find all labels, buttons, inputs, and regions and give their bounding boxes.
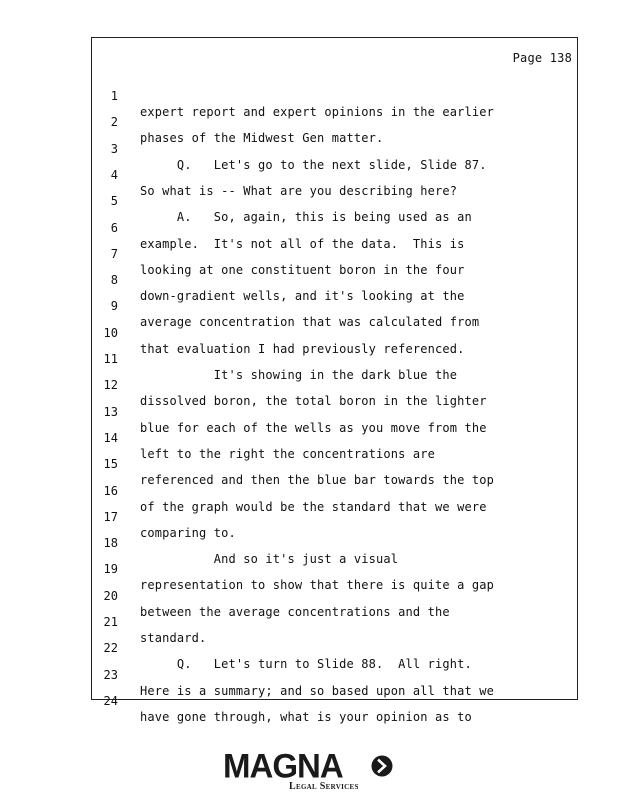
line-number: 1	[110, 89, 118, 103]
line-text: down-gradient wells, and it's looking at the	[140, 289, 465, 304]
line-number: 18	[103, 536, 118, 551]
line-number: 5	[110, 194, 118, 209]
line-text: of the graph would be the standard that we were	[140, 499, 487, 514]
line-text: So what is -- What are you describing here?	[140, 183, 458, 198]
line-text: Q. Let's go to the next slide, Slide 87.	[140, 157, 487, 172]
line-number: 15	[103, 457, 118, 472]
line-number: 13	[103, 404, 118, 419]
line-text: Q. Let's turn to Slide 88. All right.	[140, 657, 472, 672]
line-text: left to the right the concentrations are	[140, 446, 435, 461]
line-text: standard.	[140, 631, 207, 645]
line-text: expert report and expert opinions in the earlier	[140, 105, 494, 119]
line-text: representation to show that there is quite a gap	[140, 578, 494, 593]
line-text: blue for each of the wells as you move from the	[140, 420, 487, 435]
line-number: 24	[103, 693, 118, 708]
line-text: example. It's not all of the data. This is	[140, 236, 465, 251]
line-number: 16	[103, 483, 118, 498]
chevron-right-circle-icon	[371, 755, 393, 777]
line-number: 9	[110, 299, 118, 314]
line-number: 20	[103, 588, 118, 603]
line-number: 11	[103, 352, 118, 366]
line-number: 4	[110, 167, 118, 182]
logo-subtitle: Legal Services	[289, 781, 359, 792]
line-number: 21	[103, 615, 118, 629]
line-number: 23	[103, 667, 118, 682]
line-number: 2	[110, 115, 118, 130]
line-text: And so it's just a visual	[140, 552, 399, 567]
transcript-line	[92, 598, 207, 645]
line-text: between the average concentrations and the	[140, 604, 450, 619]
line-number: 12	[103, 378, 118, 393]
line-number: 22	[103, 641, 118, 656]
line-text: average concentration that was calculated from	[140, 315, 480, 330]
line-text: Here is a summary; and so based upon all that we	[140, 683, 494, 698]
line-number: 3	[110, 141, 118, 156]
line-number: 7	[110, 246, 118, 261]
line-number: 14	[103, 430, 118, 445]
line-text: referenced and then the blue bar towards the top	[140, 473, 494, 488]
line-text: have gone through, what is your opinion as to	[140, 709, 472, 724]
line-text: It's showing in the dark blue the	[140, 368, 458, 382]
line-text: dissolved boron, the total boron in the lighter	[140, 394, 487, 409]
line-number: 8	[110, 273, 118, 288]
transcript-page	[91, 37, 578, 724]
line-text: A. So, again, this is being used as an	[140, 210, 472, 225]
line-number: 10	[103, 325, 118, 340]
transcript-line	[92, 493, 236, 540]
line-text: comparing to.	[140, 525, 236, 540]
line-text: phases of the Midwest Gen matter.	[140, 131, 384, 146]
transcript-line	[92, 72, 494, 119]
logo-wordmark: MAGNA	[223, 745, 343, 785]
page-number: Page 138	[512, 51, 572, 65]
line-text: that evaluation I had previously referenced.	[140, 341, 465, 356]
line-number: 17	[103, 509, 118, 524]
line-number: 6	[110, 220, 118, 235]
magna-logo	[223, 745, 398, 793]
line-text: looking at one constituent boron in the four	[140, 262, 465, 277]
line-number: 19	[103, 562, 118, 577]
